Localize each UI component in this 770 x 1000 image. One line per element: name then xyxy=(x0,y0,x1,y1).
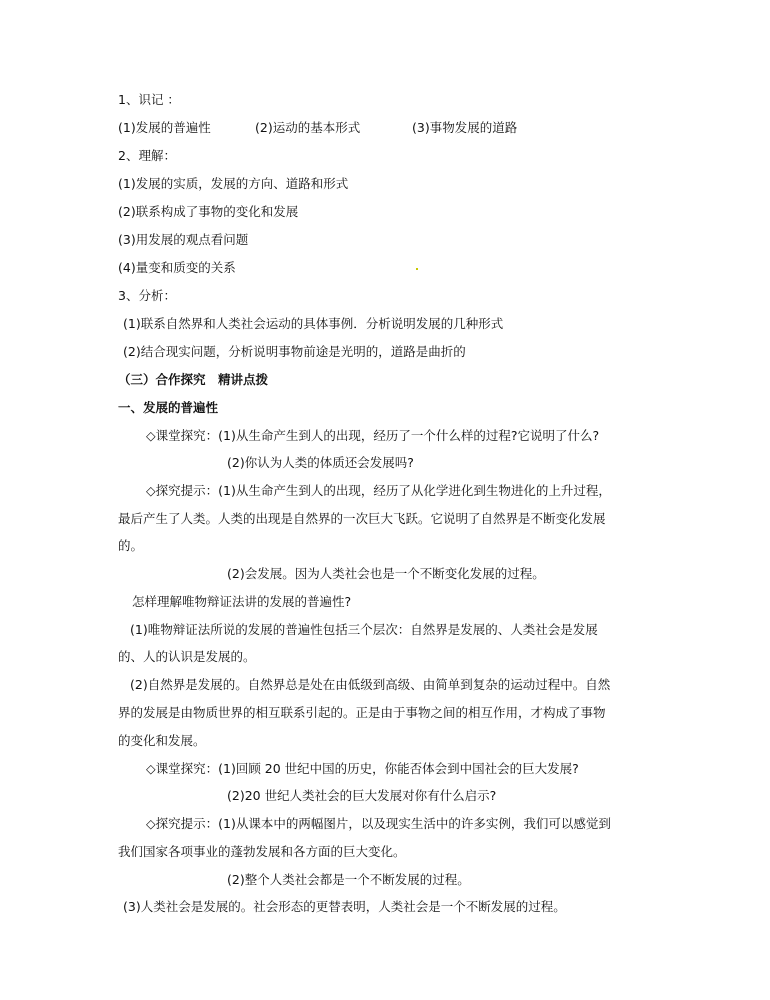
point-2-line-3: 的变化和发展。 xyxy=(118,733,206,748)
hint-1-line-3: 的。 xyxy=(118,538,144,553)
hint-1-line-2: 最后产生了人类。人类的出现是自然界的一次巨大飞跃。它说明了自然界是不断变化发展 xyxy=(118,511,606,526)
hint-2-line-2: 我们国家各项事业的蓬勃发展和各方面的巨大变化。 xyxy=(118,844,406,859)
point-2-line-1: (2)自然界是发展的。自然界总是处在由低级到高级、由简单到复杂的运动过程中。自然 xyxy=(130,677,611,692)
understand-heading: 2、理解： xyxy=(118,148,176,163)
stray-mark xyxy=(416,268,418,270)
understand-item-4: (4)量变和质变的关系 xyxy=(118,260,236,275)
hint-2-line-1: ◇探究提示：(1)从课本中的两幅图片，以及现实生活中的许多实例，我们可以感觉到 xyxy=(146,816,611,831)
analyze-heading: 3、分析： xyxy=(118,288,176,303)
understand-item-1: (1)发展的实质，发展的方向、道路和形式 xyxy=(118,176,349,191)
understand-item-3: (3)用发展的观点看问题 xyxy=(118,232,249,247)
inquiry-1-line-1: ◇课堂探究：(1)从生命产生到人的出现，经历了一个什么样的过程?它说明了什么? xyxy=(146,428,600,443)
section-subtitle: 一、发展的普遍性 xyxy=(118,400,219,415)
analyze-item-1: (1)联系自然界和人类社会运动的具体事例．分析说明发展的几种形式 xyxy=(123,316,504,331)
question-how: 怎样理解唯物辩证法讲的发展的普遍性? xyxy=(132,594,352,609)
recall-item-2: (2)运动的基本形式 xyxy=(255,120,361,135)
inquiry-2-line-1: ◇课堂探究：(1)回顾 20 世纪中国的历史，你能否体会到中国社会的巨大发展? xyxy=(146,761,579,776)
point-3-line-1: (3)人类社会是发展的。社会形态的更替表明，人类社会是一个不断发展的过程。 xyxy=(123,899,566,914)
point-1-line-1: (1)唯物辩证法所说的发展的普遍性包括三个层次：自然界是发展的、人类社会是发展 xyxy=(130,622,598,637)
point-2-line-2: 界的发展是由物质世界的相互联系引起的。正是由于事物之间的相互作用，才构成了事物 xyxy=(118,705,606,720)
section-title: （三）合作探究 精讲点拨 xyxy=(118,372,269,387)
analyze-item-2: (2)结合现实问题，分析说明事物前途是光明的，道路是曲折的 xyxy=(123,344,466,359)
recall-item-3: (3)事物发展的道路 xyxy=(412,120,518,135)
point-1-line-2: 的、人的认识是发展的。 xyxy=(118,649,256,664)
hint-1-line-4: (2)会发展。因为人类社会也是一个不断变化发展的过程。 xyxy=(227,566,545,581)
hint-1-line-1: ◇探究提示：(1)从生命产生到人的出现，经历了从化学进化到生物进化的上升过程， xyxy=(146,483,611,498)
recall-heading: 1、识记 ： xyxy=(118,92,180,107)
recall-item-1: (1)发展的普遍性 xyxy=(118,120,211,135)
inquiry-1-line-2: (2)你认为人类的体质还会发展吗? xyxy=(227,455,414,470)
hint-2-line-3: (2)整个人类社会都是一个不断发展的过程。 xyxy=(227,872,470,887)
understand-item-2: (2)联系构成了事物的变化和发展 xyxy=(118,204,299,219)
inquiry-2-line-2: (2)20 世纪人类社会的巨大发展对你有什么启示? xyxy=(227,788,497,803)
